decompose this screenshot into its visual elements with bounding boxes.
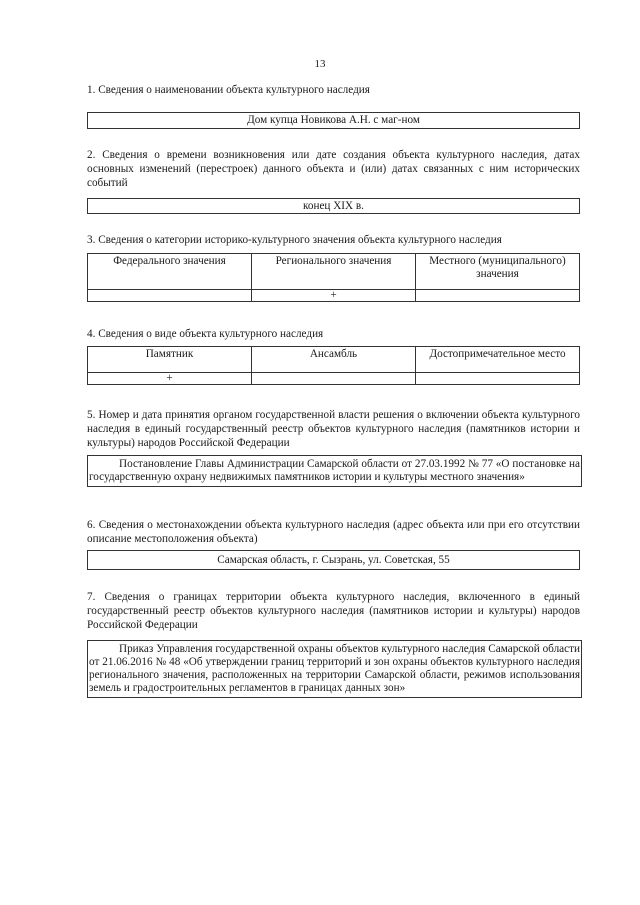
value-federal: [88, 290, 252, 302]
registry-decision-value: Постановление Главы Администрации Самарской области от 27.03.1992 № 77 «О постановке на государственную охрану недвижимых памятников истории и культуры местного значения»: [89, 458, 580, 483]
table-header-row: [88, 347, 580, 373]
value-ensemble: [252, 373, 416, 385]
object-type-table: [87, 346, 580, 385]
location-value: Самарская область, г. Сызрань, ул. Советская, 55: [217, 554, 450, 566]
section-6-heading: 6. Сведения о местонахождении объекта культурного наследия (адрес объекта или при его отсутствии описание местоположения объекта): [87, 519, 580, 545]
page-number: 13: [314, 58, 326, 70]
value-monument: +: [88, 373, 252, 385]
table-header-row: [88, 254, 580, 290]
location-field: [87, 550, 580, 570]
value-local: [416, 290, 580, 302]
creation-date-field: [87, 198, 580, 214]
value-regional: +: [252, 290, 416, 302]
table-row: [88, 290, 580, 302]
value-landmark: [416, 373, 580, 385]
section-3-heading: 3. Сведения о категории историко-культурного значения объекта культурного наследия: [87, 234, 502, 246]
table-row: [88, 373, 580, 385]
column-monument: Памятник: [88, 347, 252, 373]
section-1-heading: 1. Сведения о наименовании объекта культурного наследия: [87, 84, 370, 96]
territory-boundaries-field: [87, 640, 582, 698]
significance-category-table: [87, 253, 580, 302]
section-4-heading: 4. Сведения о виде объекта культурного наследия: [87, 328, 324, 340]
column-ensemble: Ансамбль: [252, 347, 416, 373]
section-5-heading: 5. Номер и дата принятия органом государственной власти решения о включении объекта культурного наследия в единый государственный реестр объектов культурного наследия (памятников истории и культуры) народов Российской Федерации: [87, 409, 580, 449]
column-landmark: Достопримечательное место: [416, 347, 580, 373]
territory-boundaries-value: Приказ Управления государственной охраны объектов культурного наследия Самарской области от 21.06.2016 № 48 «Об утверждении границ территорий и зон охраны объектов культурного наследия регионального значения, расположенных на территории Самарской области, режимов использования земель и градостроительных регламентов в границах данных зон»: [89, 643, 580, 694]
section-7-heading: 7. Сведения о границах территории объекта культурного наследия, включенного в единый государственный реестр объектов культурного наследия (памятников истории и культуры) народов Российской Федерации: [87, 591, 580, 631]
registry-decision-field: [87, 455, 582, 487]
object-name-field: [87, 112, 580, 129]
creation-date-value: конец XIX в.: [303, 200, 364, 212]
section-2-heading: 2. Сведения о времени возникновения или дате создания объекта культурного наследия, датах основных изменений (перестроек) данного объекта и (или) датах связанных с ним исторических событий: [87, 149, 580, 189]
column-federal: Федерального значения: [88, 254, 252, 290]
column-regional: Регионального значения: [252, 254, 416, 290]
object-name-value: Дом купца Новикова А.Н. с маг-ном: [247, 114, 420, 126]
column-local: Местного (муниципального) значения: [416, 254, 580, 290]
